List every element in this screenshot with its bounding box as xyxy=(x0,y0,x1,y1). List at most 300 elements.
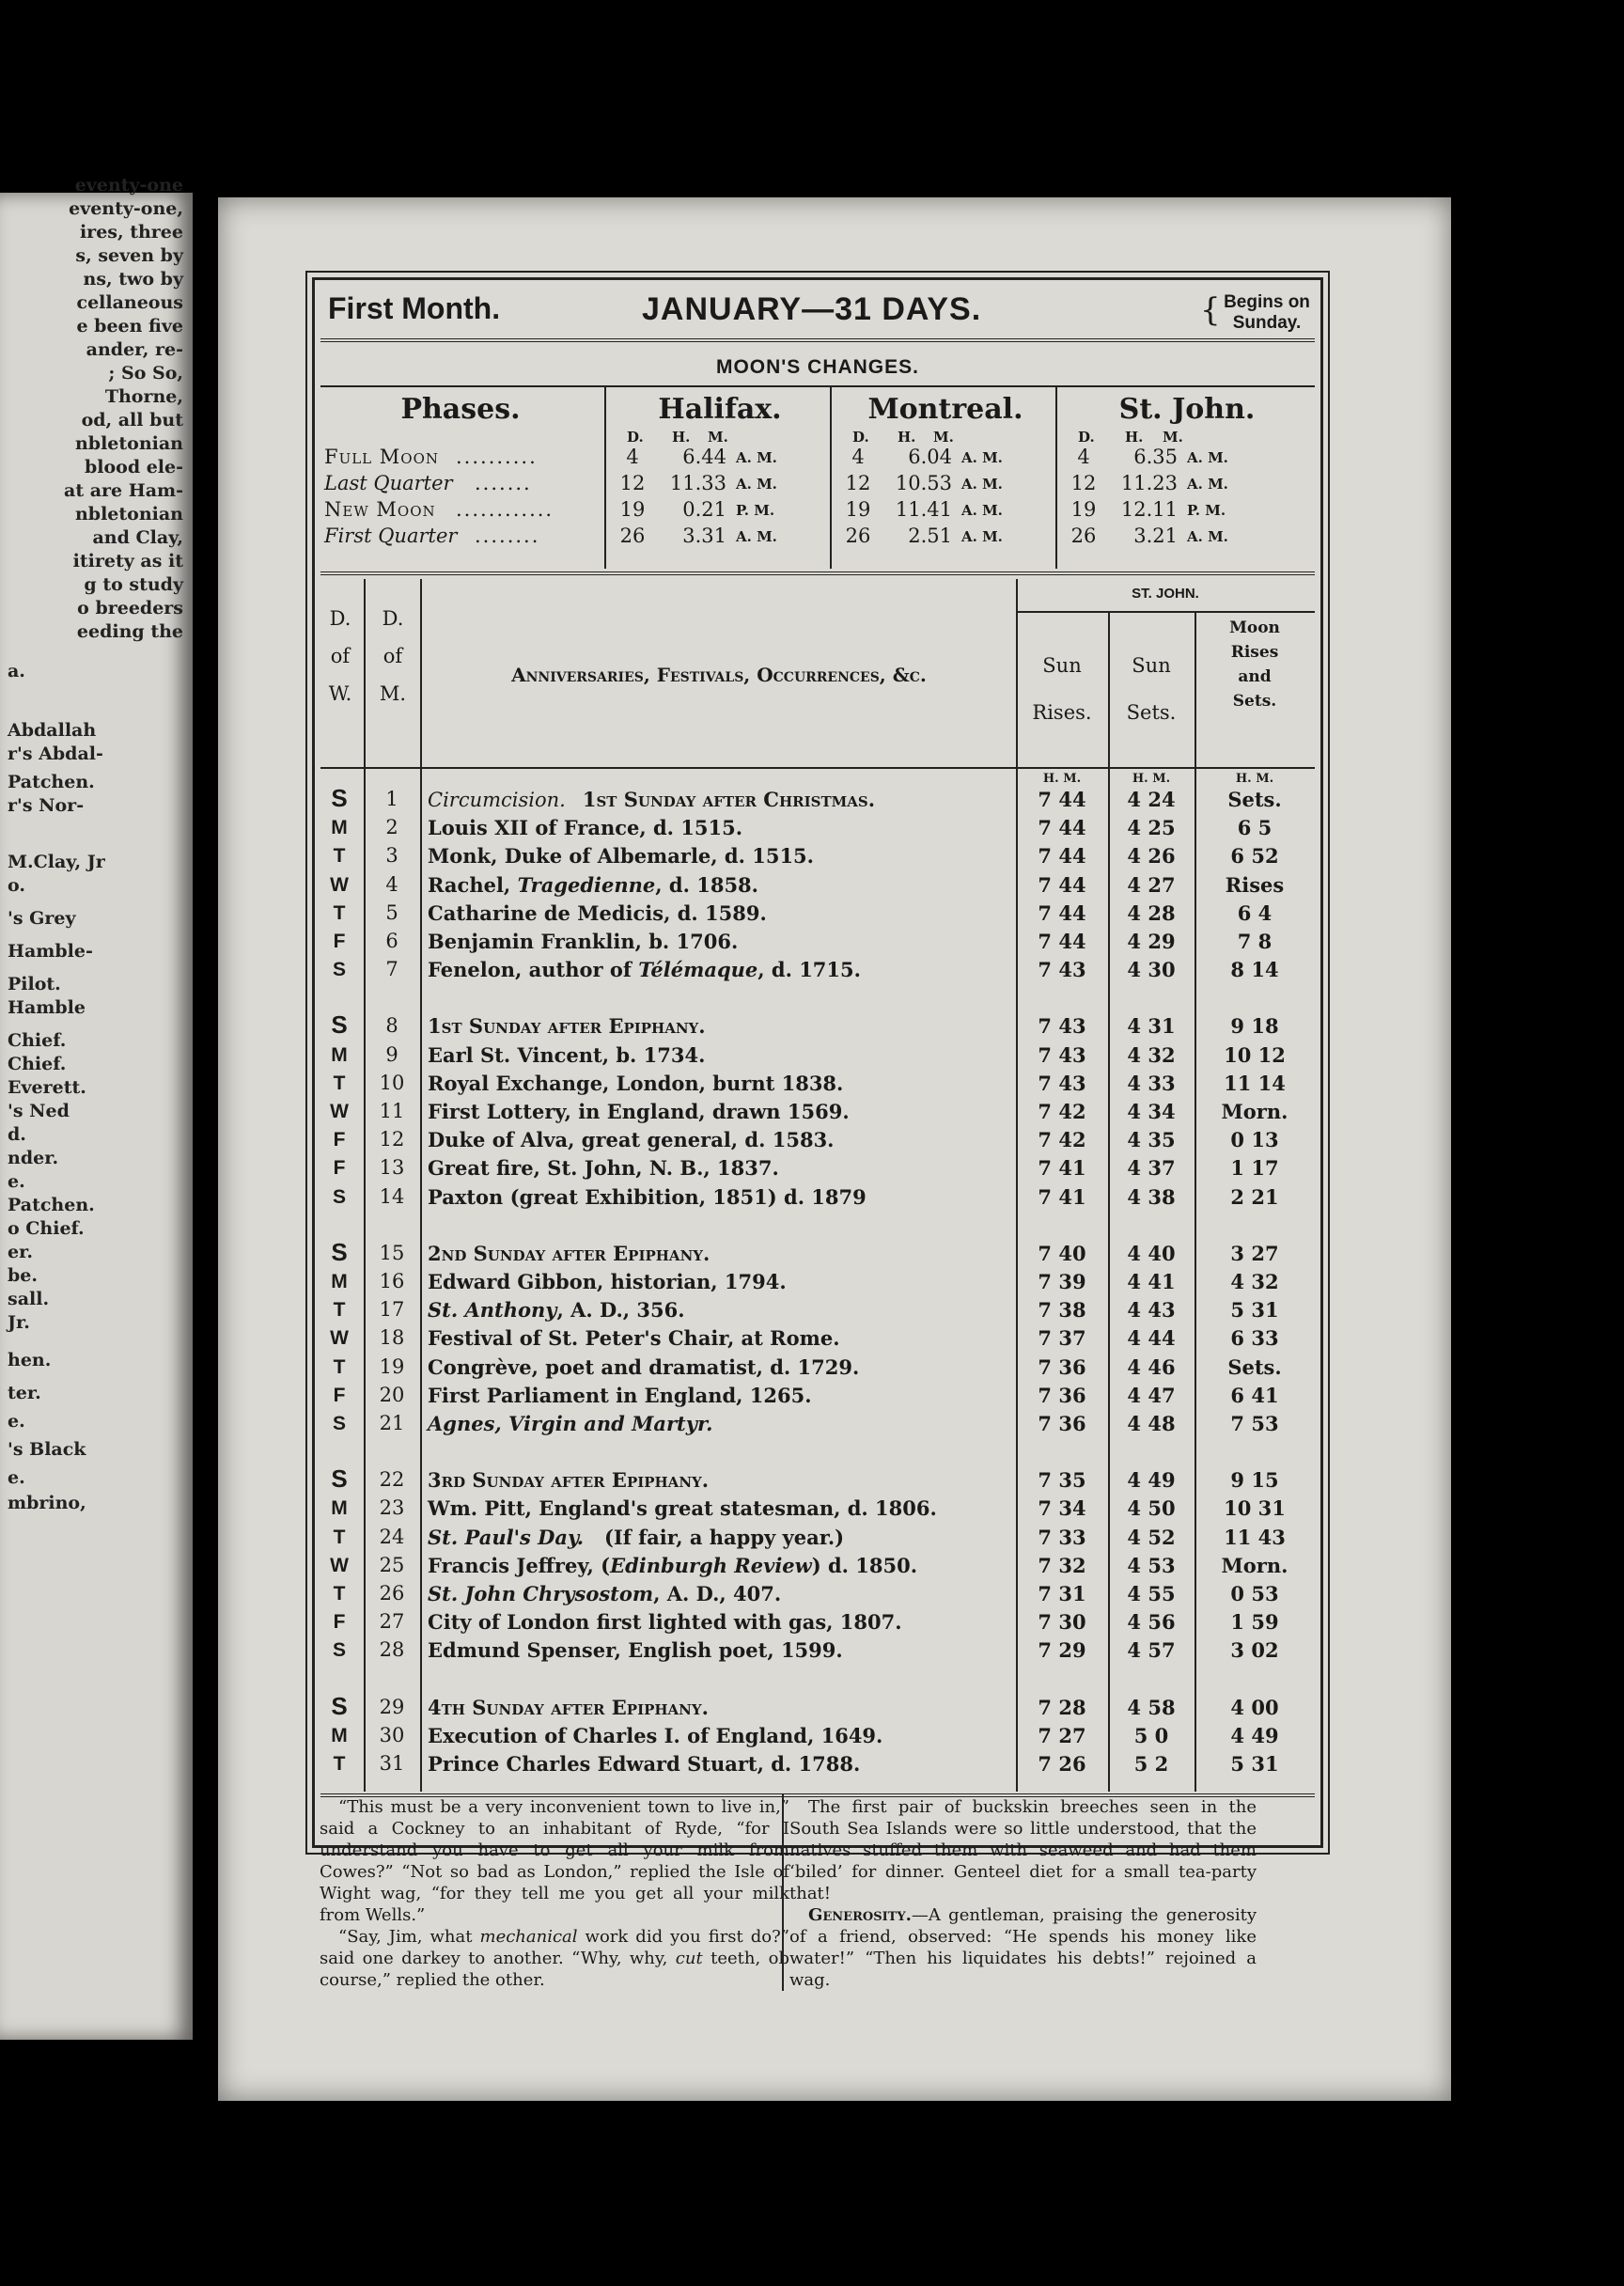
event-text xyxy=(428,1016,706,1037)
moon-day: 26 xyxy=(845,525,871,547)
calendar-row xyxy=(315,1722,1320,1750)
moon-rise-set: Sets. xyxy=(1227,788,1282,811)
event-main: Prince Charles Edward Stuart, d. 1788. xyxy=(428,1752,861,1776)
sun-set: 4 31 xyxy=(1127,1014,1176,1039)
dhm-label: D. xyxy=(852,429,869,446)
moon-time: 3.31 xyxy=(682,525,726,547)
left-page-line: mbrino, xyxy=(8,1493,86,1513)
sun-set: 4 55 xyxy=(1127,1582,1176,1605)
event-main: Monk, Duke of Albemarle, d. 1515. xyxy=(428,844,814,869)
sun-rise: 7 43 xyxy=(1038,1042,1086,1067)
event-main: Louis XII of France, d. 1515. xyxy=(428,816,743,840)
event-italic: Edinburgh Review xyxy=(610,1553,812,1577)
event-main: Great fire, St. John, N. B., 1837. xyxy=(428,1156,779,1181)
event-text xyxy=(428,1584,781,1605)
moon-col-divider xyxy=(830,385,832,569)
day-of-month: 5 xyxy=(385,900,398,924)
day-of-week: T xyxy=(333,1072,346,1094)
sun-rise: 7 28 xyxy=(1038,1695,1086,1719)
sun-set: 4 26 xyxy=(1127,844,1176,869)
calendar-row xyxy=(315,1382,1320,1410)
begins-on-label: Begins on xyxy=(1224,292,1310,312)
left-page-line: o. xyxy=(8,875,25,896)
event-text xyxy=(428,1754,860,1775)
col-head-dw: of xyxy=(330,645,351,667)
moon-rise-set: 3 02 xyxy=(1230,1638,1279,1663)
sun-set: 4 58 xyxy=(1127,1695,1176,1719)
moon-rise-set: 9 15 xyxy=(1230,1468,1279,1493)
event-sunday: 3rd Sunday after Epiphany. xyxy=(428,1468,710,1493)
sun-set: 4 27 xyxy=(1127,872,1176,897)
sun-set: 4 53 xyxy=(1127,1553,1176,1577)
sun-rise: 7 40 xyxy=(1038,1241,1086,1265)
moon-ampm: A. M. xyxy=(1187,528,1228,545)
day-of-week: S xyxy=(332,1413,346,1434)
day-of-month: 9 xyxy=(385,1042,398,1066)
moon-rise-set: 1 17 xyxy=(1230,1156,1279,1181)
day-of-month: 25 xyxy=(379,1553,405,1576)
col-head-sunrise: Rises. xyxy=(1032,701,1092,724)
event-text xyxy=(428,1498,937,1519)
day-of-week: S xyxy=(331,784,348,812)
joke-generosity-label: Generosity. xyxy=(808,1905,912,1925)
calendar-row xyxy=(315,1354,1320,1382)
event-italic: St. Anthony xyxy=(428,1298,557,1323)
col-head-moon: Sets. xyxy=(1232,692,1277,711)
moon-phase-dots: ....... xyxy=(475,472,532,494)
day-of-week: W xyxy=(330,1327,349,1350)
left-page-line: ; So So, xyxy=(108,363,183,384)
moon-table-rule xyxy=(320,385,1315,387)
day-of-week: S xyxy=(332,1639,346,1662)
event-text xyxy=(428,1414,712,1434)
day-of-month: 26 xyxy=(379,1582,405,1605)
left-page-line: Thorne, xyxy=(104,386,183,407)
sun-rise: 7 36 xyxy=(1038,1412,1086,1435)
day-of-month: 2 xyxy=(385,816,398,839)
day-of-month: 22 xyxy=(379,1468,405,1492)
col-head-dm: M. xyxy=(379,682,407,705)
dhm-label: H. xyxy=(898,429,916,446)
day-of-month: 12 xyxy=(379,1128,405,1151)
day-of-week: M xyxy=(331,1724,348,1746)
day-of-week: T xyxy=(333,1526,346,1548)
col-head-events: Anniversaries, Festivals, Occurrences, &c. xyxy=(511,664,927,686)
day-of-week: T xyxy=(333,845,346,868)
left-page-line: eeding the xyxy=(76,621,183,642)
calendar-row xyxy=(315,956,1320,984)
hm-label: H. M. xyxy=(1235,772,1274,786)
col-head-sunset: Sun xyxy=(1132,654,1171,677)
moon-phase-dots: ........ xyxy=(475,525,540,547)
moon-day: 4 xyxy=(1077,446,1090,468)
left-page-line: o breeders xyxy=(77,598,183,618)
day-of-week: T xyxy=(333,1299,346,1322)
day-of-week: M xyxy=(331,1497,348,1520)
sun-rise: 7 34 xyxy=(1038,1496,1086,1521)
st-john-label: ST. JOHN. xyxy=(1132,586,1199,602)
calendar-row xyxy=(315,871,1320,900)
moon-phase-name: Last Quarter xyxy=(324,472,453,494)
event-text xyxy=(428,932,738,952)
moon-time: 6.35 xyxy=(1133,446,1178,468)
event-text xyxy=(428,1640,843,1661)
joke-darkey-start: “Say, Jim, what xyxy=(338,1927,480,1947)
col-head-moon: Moon xyxy=(1229,618,1280,637)
moon-rise-set: 0 53 xyxy=(1230,1582,1279,1605)
day-of-week: M xyxy=(331,817,348,839)
page-border xyxy=(312,277,1323,1848)
sun-rise: 7 38 xyxy=(1038,1298,1086,1323)
moon-rise-set: Morn. xyxy=(1221,1100,1288,1123)
left-page-line: 's Black xyxy=(8,1439,86,1460)
calendar-header-rule xyxy=(320,767,1315,769)
moon-day: 12 xyxy=(845,472,871,494)
sun-set: 5 0 xyxy=(1133,1723,1169,1747)
day-of-week: S xyxy=(331,1237,348,1266)
event-text xyxy=(428,1300,685,1321)
calendar-row xyxy=(315,1324,1320,1353)
day-of-month: 19 xyxy=(379,1354,405,1378)
moon-rise-set: 10 31 xyxy=(1224,1496,1286,1521)
sun-rise: 7 36 xyxy=(1038,1354,1086,1379)
sun-rise: 7 44 xyxy=(1038,900,1086,925)
event-end: , d. 1858. xyxy=(655,872,758,897)
moon-time: 3.21 xyxy=(1133,525,1178,547)
calendar-row xyxy=(315,1524,1320,1552)
sun-set: 4 41 xyxy=(1127,1270,1176,1293)
left-page-line: and Clay, xyxy=(92,527,183,548)
moons-changes-title: MOON'S CHANGES. xyxy=(715,356,919,378)
moon-rise-set: 9 18 xyxy=(1230,1014,1279,1039)
moon-rise-set: Morn. xyxy=(1221,1553,1288,1577)
left-page-line: ns, two by xyxy=(83,269,183,290)
day-of-week: F xyxy=(333,1129,346,1151)
left-page-line: e. xyxy=(8,1467,25,1488)
event-text xyxy=(428,1695,709,1719)
event-main: Catharine de Medicis, d. 1589. xyxy=(428,900,767,925)
event-text xyxy=(428,846,814,867)
moon-time: 2.51 xyxy=(908,525,952,547)
dhm-label: D. xyxy=(627,429,644,446)
event-text xyxy=(428,1102,850,1122)
moon-rise-set: 4 00 xyxy=(1230,1695,1279,1719)
moon-phase-dots: .......... xyxy=(456,446,538,468)
event-text xyxy=(428,1184,867,1209)
halifax-title: Halifax. xyxy=(658,393,782,426)
moon-rise-set: 6 52 xyxy=(1230,844,1279,869)
event-main: Wm. Pitt, England's great statesman, d. 1806. xyxy=(428,1496,937,1521)
event-italic: St. John Chrysostom xyxy=(428,1582,654,1605)
event-text xyxy=(428,1383,812,1407)
day-of-month: 7 xyxy=(385,958,398,981)
joke-right xyxy=(789,1796,1257,1991)
moon-day: 26 xyxy=(619,525,646,547)
sun-rise: 7 41 xyxy=(1038,1156,1086,1181)
left-page-line: M.Clay, Jr xyxy=(8,852,105,872)
sun-set: 4 29 xyxy=(1127,930,1176,953)
day-of-week: F xyxy=(333,1384,346,1406)
calendar-row xyxy=(315,1608,1320,1636)
col-head-sunset: Sets. xyxy=(1126,701,1177,724)
day-of-month: 31 xyxy=(379,1752,405,1775)
joke-darkey-end: teeth, ob course,” replied the other. xyxy=(320,1949,790,1990)
moon-time: 6.04 xyxy=(908,446,952,468)
dhm-label: H. xyxy=(1125,429,1144,446)
calendar-row xyxy=(315,1552,1320,1580)
left-page-line: hen. xyxy=(8,1350,52,1370)
moon-rise-set: 6 5 xyxy=(1237,816,1273,840)
event-main: Congrève, poet and dramatist, d. 1729. xyxy=(428,1354,860,1379)
left-page-line: nder. xyxy=(8,1148,59,1168)
day-of-month: 1 xyxy=(385,788,398,810)
sun-rise: 7 42 xyxy=(1038,1100,1086,1123)
sun-set: 4 30 xyxy=(1127,958,1176,982)
event-main: Royal Exchange, London, burnt 1838. xyxy=(428,1071,844,1095)
calendar-row xyxy=(315,1636,1320,1665)
day-of-month: 11 xyxy=(379,1100,405,1122)
sun-set: 4 46 xyxy=(1127,1354,1176,1379)
moon-phase-name: New Moon xyxy=(324,498,436,521)
day-of-month: 13 xyxy=(379,1156,405,1180)
sun-rise: 7 27 xyxy=(1038,1723,1086,1747)
sun-set: 4 38 xyxy=(1127,1184,1176,1209)
moon-rise-set: 11 43 xyxy=(1224,1525,1286,1549)
dhm-label: D. xyxy=(1078,429,1095,446)
moon-rise-set: 10 12 xyxy=(1224,1042,1286,1067)
event-end: , A. D., 356. xyxy=(556,1298,685,1323)
event-text xyxy=(428,1241,710,1265)
event-end: ) d. 1850. xyxy=(811,1553,918,1577)
moon-ampm: A. M. xyxy=(1187,449,1228,466)
moon-rise-set: 11 14 xyxy=(1224,1071,1286,1095)
sun-rise: 7 42 xyxy=(1038,1128,1086,1152)
event-feast: Circumcision. xyxy=(428,789,566,811)
left-page-line: Patchen. xyxy=(8,772,95,792)
moon-ampm: P. M. xyxy=(736,502,775,519)
calendar-row xyxy=(315,1183,1320,1212)
event-text xyxy=(428,1612,902,1633)
sun-set: 5 2 xyxy=(1133,1752,1169,1776)
event-main: Paxton (great Exhibition, 1851) d. 1879 xyxy=(428,1184,867,1209)
left-page-line: e. xyxy=(8,1411,25,1432)
event-text xyxy=(428,1527,844,1548)
moon-time: 12.11 xyxy=(1120,498,1178,521)
event-main: Execution of Charles I. of England, 1649. xyxy=(428,1723,883,1747)
left-page-line: Jr. xyxy=(8,1312,30,1333)
left-page-line: 's Grey xyxy=(8,908,76,929)
moon-rise-set: 1 59 xyxy=(1230,1610,1279,1635)
calendar-row xyxy=(315,1154,1320,1182)
joke-darkey-italic2: cut xyxy=(675,1949,703,1968)
left-page-line: cellaneous xyxy=(76,292,183,313)
day-of-month: 10 xyxy=(379,1071,405,1094)
joke-darkey-mid: work did you first do?” said one darkey to another. “Why, why, xyxy=(320,1927,789,1968)
day-of-month: 3 xyxy=(385,844,398,868)
event-main: Rachel, xyxy=(428,872,518,897)
sun-set: 4 56 xyxy=(1127,1610,1176,1635)
day-of-week: T xyxy=(333,1355,346,1378)
day-of-week: F xyxy=(333,1157,346,1180)
left-page-line: r's Abdal- xyxy=(8,744,103,764)
left-page-line: ires, three xyxy=(79,222,183,243)
day-of-week: S xyxy=(331,1464,348,1494)
moon-rise-set: 3 27 xyxy=(1230,1241,1279,1265)
event-text xyxy=(428,1130,835,1151)
event-text xyxy=(428,790,875,810)
sun-set: 4 35 xyxy=(1127,1128,1176,1152)
left-page-line: ander, re- xyxy=(86,339,183,360)
calendar-row xyxy=(315,1296,1320,1324)
dhm-label: M. xyxy=(1163,429,1183,446)
event-sunday: 1st Sunday after Christmas. xyxy=(582,788,876,811)
sun-set: 4 50 xyxy=(1127,1496,1176,1521)
day-of-month: 23 xyxy=(379,1496,405,1520)
sun-rise: 7 44 xyxy=(1038,930,1086,953)
sun-rise: 7 41 xyxy=(1038,1184,1086,1209)
sun-set: 4 44 xyxy=(1127,1326,1176,1351)
event-text xyxy=(428,1470,709,1491)
left-page-line: 's Ned xyxy=(8,1101,70,1121)
left-page-line: nbletonian xyxy=(74,504,183,525)
day-of-week: T xyxy=(333,1753,346,1775)
col-head-sunrise: Sun xyxy=(1042,654,1082,677)
sun-set: 4 47 xyxy=(1127,1383,1176,1407)
left-page-line: er. xyxy=(8,1242,33,1262)
calendar-row xyxy=(315,1580,1320,1608)
event-main: City of London first lighted with gas, 1807. xyxy=(428,1610,902,1635)
moon-rise-set: 2 21 xyxy=(1230,1184,1279,1209)
moon-rise-set: 8 14 xyxy=(1230,958,1279,982)
event-main: First Lottery, in England, drawn 1569. xyxy=(428,1100,850,1123)
moon-time: 11.23 xyxy=(1120,472,1178,494)
moon-rise-set: 6 41 xyxy=(1230,1383,1279,1407)
day-of-week: W xyxy=(330,1101,349,1122)
day-of-month: 29 xyxy=(379,1695,405,1718)
joke-cockney: “This must be a very inconvenient town to live in,” said a Cockney to an inhabitant of Ryde, “for I understand you have to get all your milk from Cowes?” “Not so bad as London,” replied the Isle of Wight wag, “for they tell me you get all your milk from Wells.” xyxy=(320,1797,789,1925)
moon-phase-name: Full Moon xyxy=(324,446,440,468)
day-of-week: F xyxy=(333,931,346,952)
event-text xyxy=(428,900,767,925)
sun-rise: 7 30 xyxy=(1038,1610,1086,1635)
event-main: Festival of St. Peter's Chair, at Rome. xyxy=(428,1326,840,1351)
calendar-row xyxy=(315,1126,1320,1154)
event-text xyxy=(428,1073,843,1094)
day-of-week: S xyxy=(332,959,346,981)
sun-set: 4 25 xyxy=(1127,816,1176,840)
moon-ampm: A. M. xyxy=(961,449,1003,466)
event-main: Francis Jeffrey, ( xyxy=(428,1553,611,1577)
day-of-week: S xyxy=(331,1010,348,1040)
sun-rise: 7 44 xyxy=(1038,872,1086,897)
event-text xyxy=(428,960,861,980)
moon-ampm: A. M. xyxy=(961,528,1003,545)
day-of-month: 28 xyxy=(379,1638,405,1662)
moon-day: 4 xyxy=(626,446,639,468)
moon-day: 19 xyxy=(1070,498,1097,521)
day-of-week: W xyxy=(330,873,349,896)
left-page-line: Everett. xyxy=(8,1077,86,1098)
left-page-line: Pilot. xyxy=(8,974,61,994)
calendar-row xyxy=(315,928,1320,956)
sun-rise: 7 44 xyxy=(1038,844,1086,869)
moon-rise-set: 4 49 xyxy=(1230,1723,1279,1747)
moon-day: 12 xyxy=(1070,472,1097,494)
calendar-row xyxy=(315,786,1320,814)
event-sunday: 4th Sunday after Epiphany. xyxy=(428,1695,709,1719)
moon-rise-set: 6 4 xyxy=(1237,900,1273,925)
left-page-line: itirety as it xyxy=(72,551,183,572)
sun-set: 4 40 xyxy=(1127,1241,1176,1265)
moon-col-divider xyxy=(1055,385,1057,569)
moon-ampm: P. M. xyxy=(1187,502,1226,519)
left-page-line: sall. xyxy=(8,1289,50,1309)
moon-rise-set: 5 31 xyxy=(1230,1298,1279,1323)
day-of-month: 21 xyxy=(379,1412,405,1434)
moon-day: 19 xyxy=(845,498,871,521)
day-of-week: T xyxy=(333,1583,346,1605)
left-page-line: od, all but xyxy=(81,410,183,431)
moon-ampm: A. M. xyxy=(961,476,1003,493)
left-page-line: r's Nor- xyxy=(8,795,85,816)
day-of-week: W xyxy=(330,1554,349,1576)
day-of-month: 6 xyxy=(385,930,398,952)
left-page-line: blood ele- xyxy=(84,457,183,478)
sun-set: 4 32 xyxy=(1127,1042,1176,1067)
calendar-row xyxy=(315,1410,1320,1438)
moon-time: 10.53 xyxy=(895,472,952,494)
sun-set: 4 34 xyxy=(1127,1100,1176,1123)
col-head-dm: of xyxy=(383,645,403,667)
sun-rise: 7 31 xyxy=(1038,1582,1086,1605)
moon-ampm: A. M. xyxy=(736,528,777,545)
event-main: Fenelon, author of xyxy=(428,958,639,982)
calendar-row xyxy=(315,1495,1320,1523)
joke-column-divider xyxy=(782,1793,784,1991)
sun-rise: 7 26 xyxy=(1038,1752,1086,1776)
dhm-label: M. xyxy=(708,429,728,446)
calendar-row xyxy=(315,900,1320,928)
col-head-dm: D. xyxy=(382,607,404,630)
joke-buckskin: The first pair of buckskin breeches seen in the South Sea Islands were so little understood, that the natives stuffed them with seaweed and had them ‘biled’ for dinner. Genteel diet for a small tea-party that! xyxy=(789,1797,1257,1903)
calendar-row xyxy=(315,1268,1320,1296)
left-page-line: eventy-one, xyxy=(69,198,183,219)
moon-rise-set: Sets. xyxy=(1227,1354,1282,1379)
left-page-line: Hamble xyxy=(8,997,86,1018)
event-end: (If fair, a happy year.) xyxy=(584,1525,845,1549)
event-italic: Tragedienne xyxy=(517,872,656,897)
day-of-week: M xyxy=(331,1043,348,1066)
sun-set: 4 28 xyxy=(1127,900,1176,925)
moon-phase-name: First Quarter xyxy=(324,525,458,547)
event-sunday: 1st Sunday after Epiphany. xyxy=(428,1014,706,1039)
day-of-month: 16 xyxy=(379,1270,405,1292)
day-of-week: M xyxy=(331,1271,348,1292)
brace-icon: { xyxy=(1200,291,1221,329)
left-page-line: Hamble- xyxy=(8,941,93,962)
event-sunday: 2nd Sunday after Epiphany. xyxy=(428,1241,710,1265)
calendar-row xyxy=(315,1466,1320,1495)
day-of-month: 18 xyxy=(379,1326,405,1350)
left-page-line: g to study xyxy=(84,574,183,595)
sun-rise: 7 44 xyxy=(1038,816,1086,840)
calendar-row xyxy=(315,1750,1320,1778)
event-text xyxy=(428,1158,779,1179)
sun-set: 4 57 xyxy=(1127,1638,1176,1663)
sun-rise: 7 39 xyxy=(1038,1270,1086,1293)
sun-set: 4 33 xyxy=(1127,1071,1176,1095)
moon-ampm: A. M. xyxy=(736,449,777,466)
